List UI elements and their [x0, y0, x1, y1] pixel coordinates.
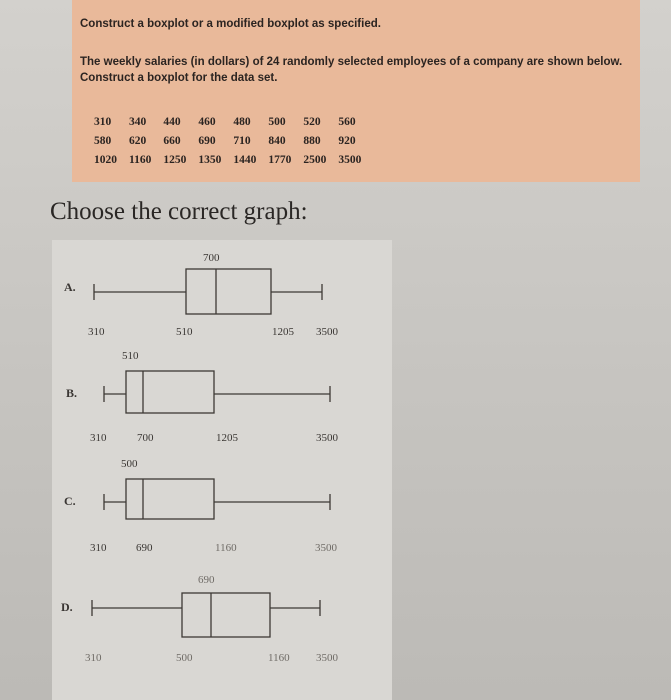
data-cell: 520 — [303, 116, 321, 128]
problem-description: The weekly salaries (in dollars) of 24 randomly selected employees of a company are shown below. Construct a boxplot for the data set. — [80, 56, 623, 84]
tick-label: 1160 — [215, 542, 237, 554]
data-cell: 1020 — [94, 154, 117, 166]
tick-label: 690 — [136, 542, 153, 554]
data-cell: 580 — [94, 135, 112, 147]
option-a-letter[interactable]: A. — [64, 280, 76, 294]
median-label: 510 — [122, 350, 139, 362]
boxplot-a[interactable] — [94, 269, 322, 314]
option-c-letter[interactable]: C. — [64, 494, 76, 508]
data-cell: 710 — [233, 135, 251, 147]
tick-label: 1160 — [268, 652, 290, 664]
data-cell: 500 — [268, 116, 286, 128]
data-cell: 440 — [163, 116, 181, 128]
data-cell: 620 — [129, 135, 147, 147]
boxplot-d[interactable] — [92, 593, 320, 637]
option-d-letter[interactable]: D. — [61, 600, 73, 614]
data-cell: 690 — [198, 135, 216, 147]
data-cell: 660 — [163, 135, 181, 147]
data-cell: 2500 — [303, 154, 327, 166]
median-label: 500 — [121, 458, 138, 470]
tick-label: 700 — [137, 432, 154, 444]
data-cell: 1770 — [268, 154, 292, 166]
boxplot-c[interactable] — [104, 479, 330, 519]
data-cell: 460 — [198, 116, 216, 128]
box — [126, 371, 214, 413]
data-cell: 840 — [268, 135, 286, 147]
box — [186, 269, 271, 314]
data-cell: 1160 — [129, 154, 152, 166]
tick-label: 3500 — [316, 432, 338, 444]
data-cell: 1440 — [233, 154, 257, 166]
tick-label: 310 — [90, 432, 107, 444]
data-cell: 480 — [233, 116, 251, 128]
boxplot-b[interactable] — [104, 371, 330, 413]
question-prompt: Choose the correct graph: — [50, 198, 308, 225]
tick-label: 3500 — [316, 326, 338, 338]
data-cell: 920 — [338, 135, 356, 147]
median-label: 700 — [203, 252, 220, 264]
tick-label: 310 — [90, 542, 107, 554]
tick-label: 1205 — [272, 326, 294, 338]
tick-label: 1205 — [216, 432, 238, 444]
data-cell: 880 — [303, 135, 321, 147]
data-cell: 310 — [94, 116, 112, 128]
option-b-letter[interactable]: B. — [66, 386, 78, 400]
tick-label: 3500 — [316, 652, 338, 664]
data-cell: 1350 — [198, 154, 222, 166]
box — [126, 479, 214, 519]
instruction-text: Construct a boxplot or a modified boxplot as specified. — [80, 18, 381, 30]
tick-label: 500 — [176, 652, 193, 664]
data-cell: 1250 — [163, 154, 187, 166]
data-cell: 560 — [338, 116, 356, 128]
data-cell: 3500 — [338, 154, 362, 166]
tick-label: 3500 — [315, 542, 337, 554]
tick-label: 510 — [176, 326, 193, 338]
median-label: 690 — [198, 574, 215, 586]
box — [182, 593, 270, 637]
data-cell: 340 — [129, 116, 147, 128]
tick-label: 310 — [88, 326, 105, 338]
tick-label: 310 — [85, 652, 102, 664]
